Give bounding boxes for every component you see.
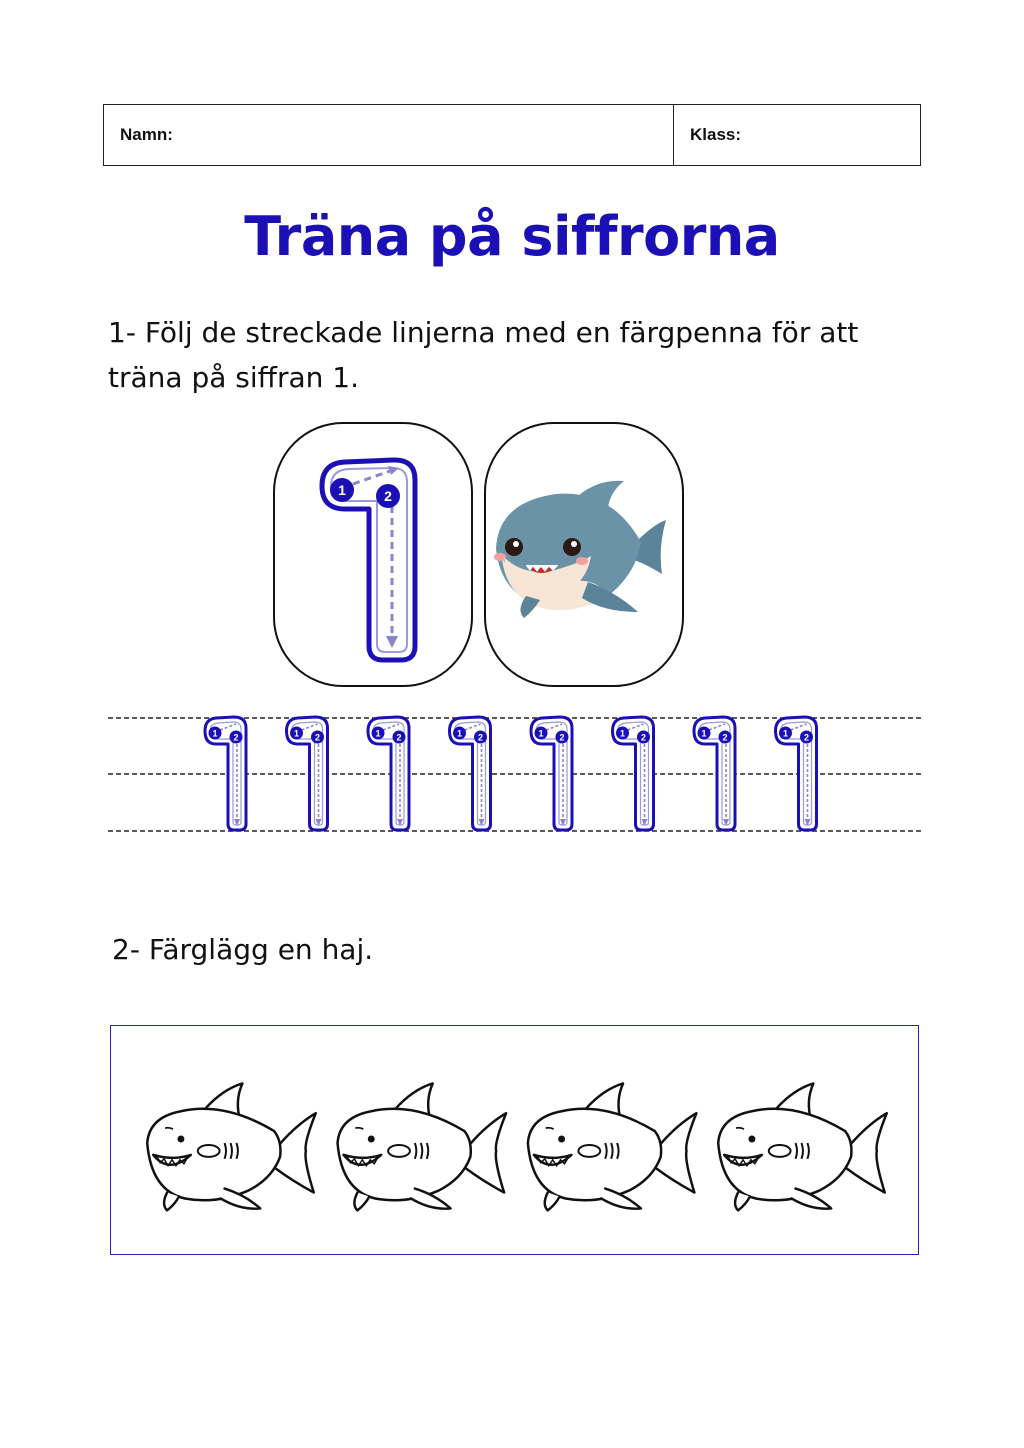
shark-outline-icon xyxy=(718,1083,887,1210)
tracing-step-2-label: 2 xyxy=(233,732,239,743)
tracing-lines xyxy=(108,712,924,840)
tracing-step-1-label: 1 xyxy=(375,728,381,739)
shark-outline-icon xyxy=(338,1083,507,1210)
task2-instruction: 2- Färglägg en haj. xyxy=(112,933,374,966)
name-field[interactable] xyxy=(104,105,674,165)
tracing-step-2-label: 2 xyxy=(396,732,402,743)
shark-card xyxy=(484,422,684,687)
tracing-step-1-label: 1 xyxy=(701,728,707,739)
tracing-step-2-label: 2 xyxy=(640,732,647,743)
digit-one-tracing-icon xyxy=(275,424,475,689)
tracing-row xyxy=(108,712,924,840)
step-1-label: 1 xyxy=(338,482,346,498)
tracing-step-2-label: 2 xyxy=(314,732,321,743)
page-title: Träna på siffrorna xyxy=(244,205,780,268)
tracing-step-2-label: 2 xyxy=(722,732,728,743)
tracing-step-2-label: 2 xyxy=(559,732,565,743)
tracing-step-1-label: 1 xyxy=(782,728,789,739)
shark-outline-icon xyxy=(147,1083,316,1210)
coloring-box xyxy=(110,1025,919,1255)
step-2-label: 2 xyxy=(384,488,392,504)
shark-illustration-icon xyxy=(486,424,686,689)
task1-instruction: 1- Följ de streckade linjerna med en färgpenna för att träna på siffran 1. xyxy=(108,316,859,394)
tracing-step-2-label: 2 xyxy=(803,732,810,743)
tracing-step-2-label: 2 xyxy=(477,732,484,743)
tracing-step-1-label: 1 xyxy=(212,728,218,739)
tracing-step-1-label: 1 xyxy=(293,728,300,739)
shark-outline-icon xyxy=(528,1083,697,1210)
shark-outlines xyxy=(111,1026,918,1254)
tracing-step-1-label: 1 xyxy=(538,728,544,739)
tracing-step-1-label: 1 xyxy=(456,728,463,739)
name-label: Namn: xyxy=(120,125,173,144)
class-label: Klass: xyxy=(690,125,742,144)
tracing-step-1-label: 1 xyxy=(619,728,626,739)
tracing-digit-one-icon xyxy=(205,717,246,830)
class-field[interactable] xyxy=(674,105,920,165)
header-table xyxy=(103,104,921,166)
digit-card xyxy=(273,422,473,687)
